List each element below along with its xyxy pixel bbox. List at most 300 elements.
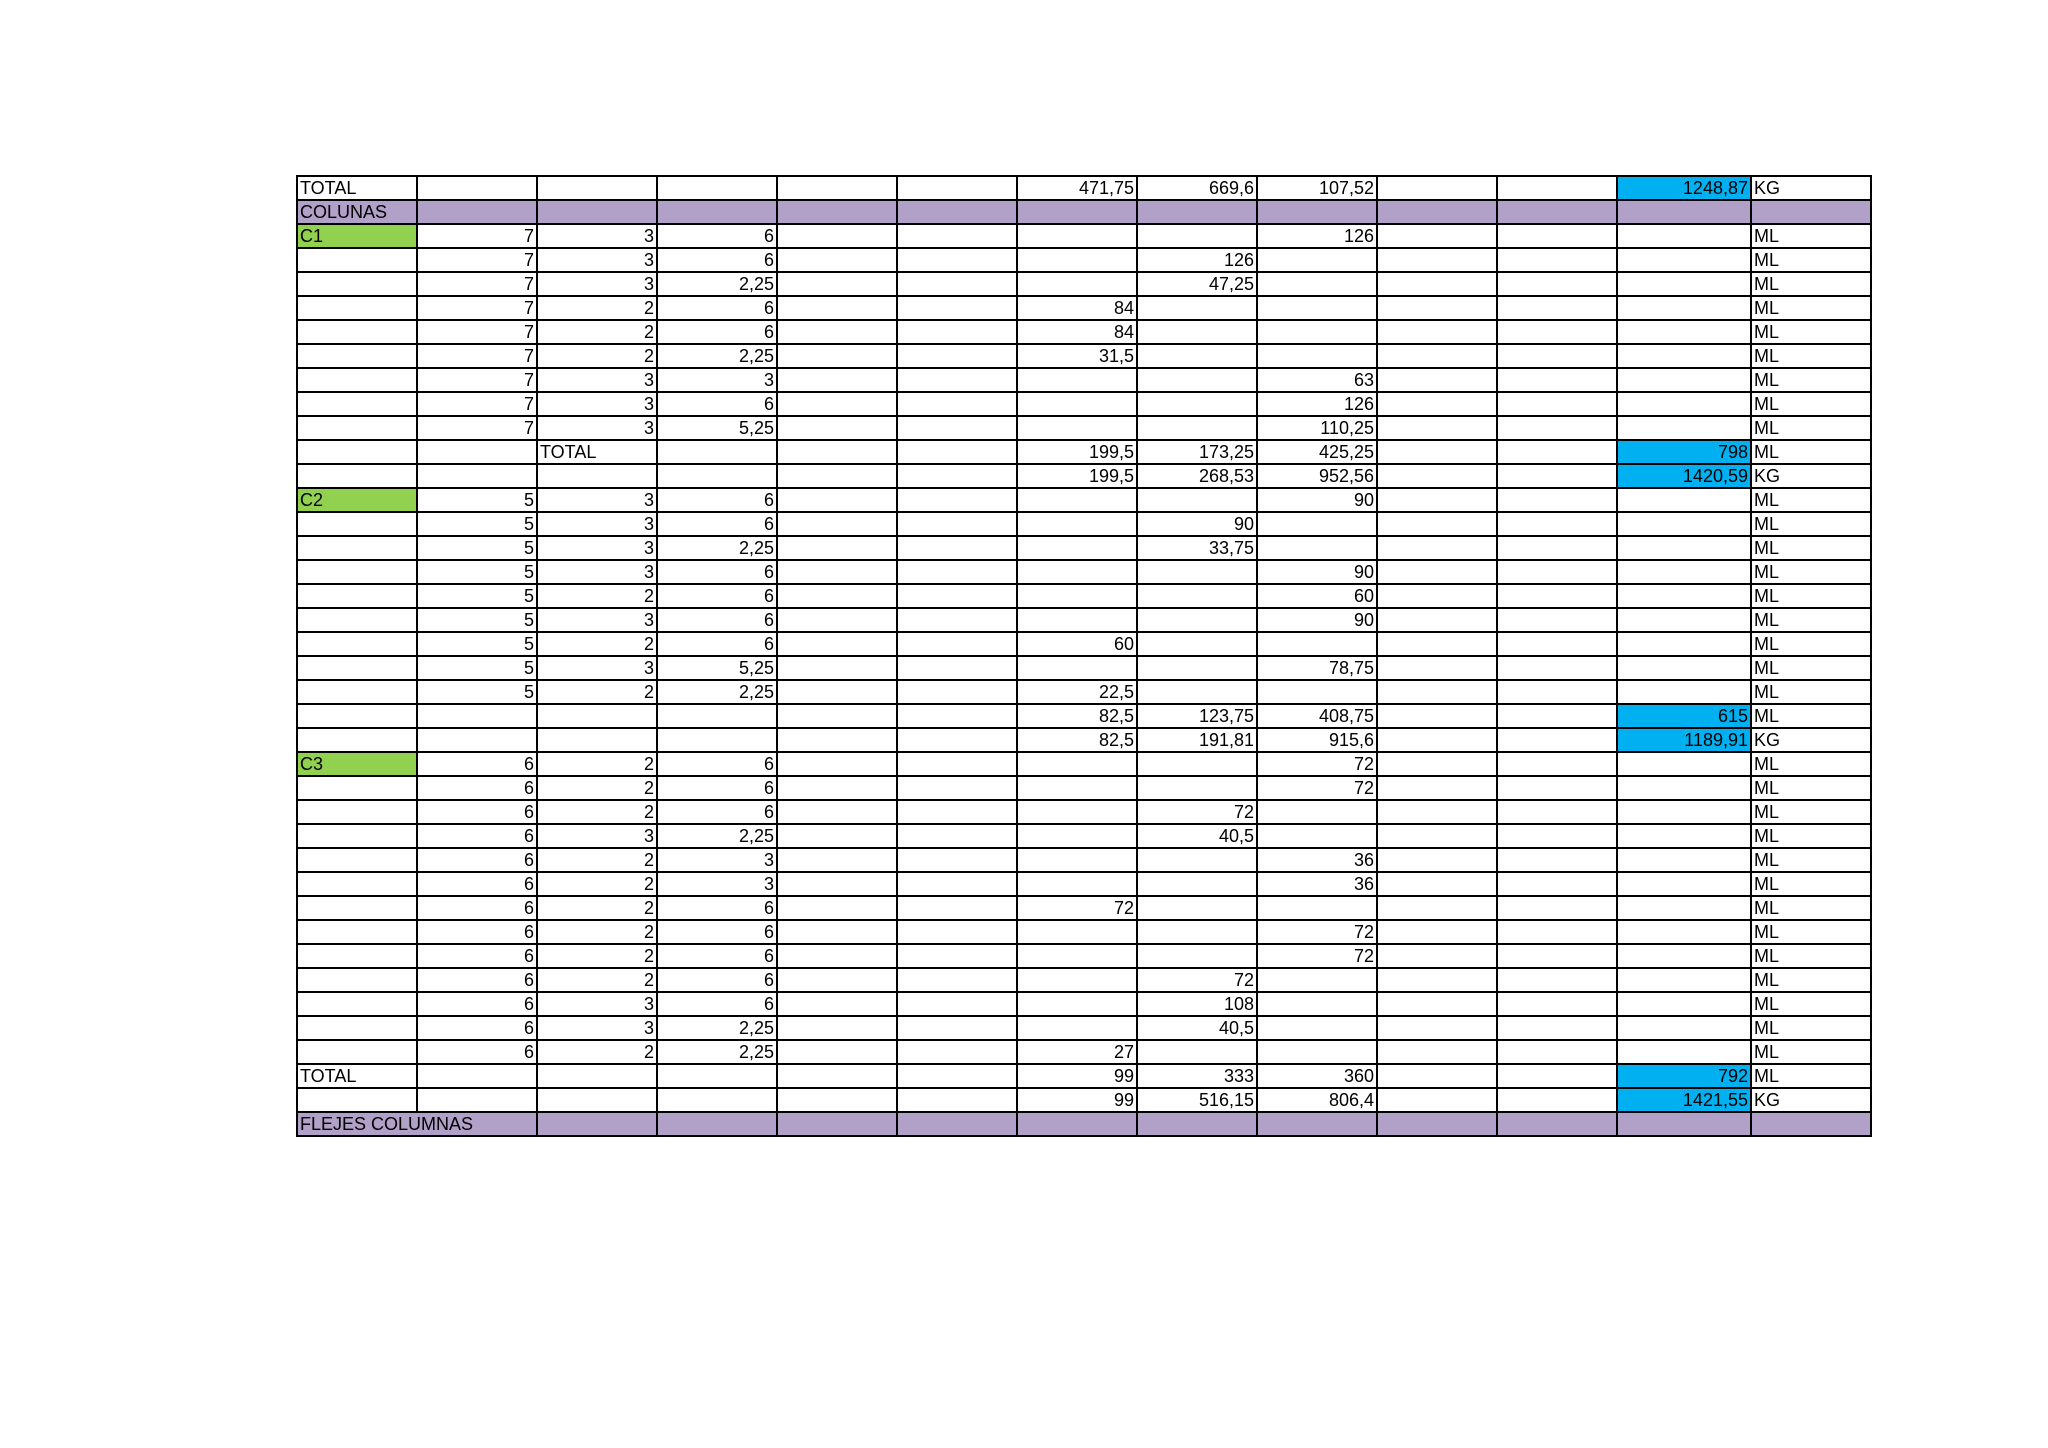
table-cell[interactable]: 3 [537,560,657,584]
table-cell[interactable] [897,1016,1017,1040]
table-cell[interactable] [897,776,1017,800]
table-cell[interactable] [1497,440,1617,464]
table-cell[interactable] [777,344,897,368]
table-cell[interactable] [1377,248,1497,272]
table-cell[interactable] [1497,680,1617,704]
table-cell[interactable] [777,560,897,584]
table-cell[interactable] [897,920,1017,944]
row-label-cell[interactable]: C1 [297,224,417,248]
table-cell[interactable]: 792 [1617,1064,1751,1088]
table-cell[interactable] [1257,344,1377,368]
table-cell[interactable] [1017,848,1137,872]
table-cell[interactable]: 90 [1257,488,1377,512]
table-cell[interactable] [537,728,657,752]
table-cell[interactable]: 6 [657,584,777,608]
table-cell[interactable]: 123,75 [1137,704,1257,728]
table-cell[interactable]: 3 [537,224,657,248]
table-cell[interactable]: 2 [537,296,657,320]
row-label-cell[interactable] [297,296,417,320]
table-cell[interactable]: 2 [537,896,657,920]
table-cell[interactable] [1497,848,1617,872]
table-cell[interactable] [1017,992,1137,1016]
row-label-cell[interactable] [297,944,417,968]
row-label-cell[interactable] [297,1016,417,1040]
table-cell[interactable]: 110,25 [1257,416,1377,440]
table-cell[interactable] [1497,752,1617,776]
table-cell[interactable] [1137,776,1257,800]
table-cell[interactable] [417,440,537,464]
row-label-cell[interactable] [297,992,417,1016]
table-cell[interactable] [1497,536,1617,560]
table-cell[interactable] [897,320,1017,344]
unit-cell[interactable]: ML [1751,848,1871,872]
table-cell[interactable] [1617,968,1751,992]
table-cell[interactable] [1377,1016,1497,1040]
table-cell[interactable] [1377,464,1497,488]
table-cell[interactable]: 7 [417,248,537,272]
table-cell[interactable]: 7 [417,416,537,440]
table-cell[interactable]: 2 [537,848,657,872]
unit-cell[interactable]: ML [1751,440,1871,464]
table-cell[interactable]: 90 [1257,560,1377,584]
table-cell[interactable] [1497,608,1617,632]
table-cell[interactable]: 33,75 [1137,536,1257,560]
table-cell[interactable]: 6 [657,296,777,320]
table-cell[interactable] [657,704,777,728]
table-cell[interactable] [1617,248,1751,272]
table-cell[interactable] [777,944,897,968]
table-cell[interactable]: 1189,91 [1617,728,1751,752]
table-cell[interactable]: 1421,55 [1617,1088,1751,1112]
table-cell[interactable] [1377,992,1497,1016]
table-cell[interactable] [1017,560,1137,584]
table-cell[interactable]: 126 [1137,248,1257,272]
table-cell[interactable] [417,1088,537,1112]
table-cell[interactable]: 36 [1257,872,1377,896]
table-cell[interactable] [777,488,897,512]
table-cell[interactable] [1017,800,1137,824]
table-cell[interactable]: 5 [417,680,537,704]
row-label-cell[interactable]: C2 [297,488,417,512]
table-cell[interactable] [1137,1040,1257,1064]
table-cell[interactable] [1257,824,1377,848]
unit-cell[interactable]: ML [1751,704,1871,728]
table-cell[interactable] [897,800,1017,824]
table-cell[interactable]: 425,25 [1257,440,1377,464]
table-cell[interactable] [1497,1112,1617,1136]
table-cell[interactable]: 333 [1137,1064,1257,1088]
unit-cell[interactable]: ML [1751,560,1871,584]
table-cell[interactable] [1257,296,1377,320]
table-cell[interactable]: 3 [537,608,657,632]
table-cell[interactable] [1137,752,1257,776]
table-cell[interactable]: 7 [417,296,537,320]
row-label-cell[interactable]: TOTAL [297,176,417,200]
table-cell[interactable] [1017,752,1137,776]
table-cell[interactable]: 72 [1257,944,1377,968]
table-cell[interactable]: 6 [417,776,537,800]
unit-cell[interactable]: ML [1751,800,1871,824]
table-cell[interactable] [1017,968,1137,992]
table-cell[interactable] [897,992,1017,1016]
table-cell[interactable]: 2,25 [657,272,777,296]
unit-cell[interactable]: ML [1751,920,1871,944]
table-cell[interactable] [1497,728,1617,752]
table-cell[interactable] [897,536,1017,560]
table-cell[interactable] [1617,992,1751,1016]
table-cell[interactable] [897,824,1017,848]
table-cell[interactable]: 126 [1257,224,1377,248]
table-cell[interactable]: 6 [417,824,537,848]
table-cell[interactable]: 60 [1017,632,1137,656]
table-cell[interactable] [897,704,1017,728]
table-cell[interactable]: 60 [1257,584,1377,608]
row-label-cell[interactable]: TOTAL [297,1064,417,1088]
table-cell[interactable]: 615 [1617,704,1751,728]
row-label-cell[interactable] [297,680,417,704]
table-cell[interactable] [1497,392,1617,416]
table-cell[interactable] [1497,296,1617,320]
table-cell[interactable] [777,656,897,680]
table-cell[interactable]: 173,25 [1137,440,1257,464]
table-cell[interactable]: 6 [417,944,537,968]
table-cell[interactable] [1617,584,1751,608]
table-cell[interactable] [777,968,897,992]
row-label-cell[interactable] [297,440,417,464]
table-cell[interactable] [777,1064,897,1088]
row-label-cell[interactable] [297,248,417,272]
row-label-cell[interactable] [297,824,417,848]
table-cell[interactable] [1377,584,1497,608]
table-cell[interactable]: 5 [417,536,537,560]
row-label-cell[interactable] [297,1088,417,1112]
table-cell[interactable] [897,896,1017,920]
table-cell[interactable]: 84 [1017,296,1137,320]
table-cell[interactable]: 7 [417,392,537,416]
unit-cell[interactable]: ML [1751,248,1871,272]
table-cell[interactable]: 2 [537,1040,657,1064]
table-cell[interactable] [1017,824,1137,848]
table-cell[interactable] [1497,800,1617,824]
table-cell[interactable] [897,440,1017,464]
table-cell[interactable]: 82,5 [1017,704,1137,728]
unit-cell[interactable]: ML [1751,824,1871,848]
table-cell[interactable] [657,1112,777,1136]
row-label-cell[interactable] [297,896,417,920]
table-cell[interactable] [897,1040,1017,1064]
table-cell[interactable]: 2 [537,632,657,656]
table-cell[interactable]: 2,25 [657,536,777,560]
table-cell[interactable] [1617,368,1751,392]
unit-cell[interactable]: ML [1751,680,1871,704]
table-cell[interactable]: 7 [417,368,537,392]
table-cell[interactable]: 82,5 [1017,728,1137,752]
table-cell[interactable]: 6 [657,920,777,944]
row-label-cell[interactable] [297,416,417,440]
table-cell[interactable] [897,1112,1017,1136]
row-label-cell[interactable] [297,776,417,800]
table-cell[interactable] [1257,1040,1377,1064]
table-cell[interactable] [1377,536,1497,560]
table-cell[interactable]: 6 [417,1040,537,1064]
table-cell[interactable] [1377,824,1497,848]
table-cell[interactable]: 915,6 [1257,728,1377,752]
unit-cell[interactable]: ML [1751,968,1871,992]
table-cell[interactable] [1137,320,1257,344]
table-cell[interactable] [1377,224,1497,248]
table-cell[interactable] [1137,608,1257,632]
unit-cell[interactable]: KG [1751,1088,1871,1112]
row-label-cell[interactable] [297,536,417,560]
row-label-cell[interactable] [297,560,417,584]
table-cell[interactable]: 5 [417,656,537,680]
table-cell[interactable]: 72 [1017,896,1137,920]
table-cell[interactable] [1377,920,1497,944]
table-cell[interactable] [1617,416,1751,440]
unit-cell[interactable]: ML [1751,320,1871,344]
table-cell[interactable]: 2,25 [657,1016,777,1040]
table-cell[interactable] [1137,632,1257,656]
unit-cell[interactable]: ML [1751,632,1871,656]
table-cell[interactable] [1257,968,1377,992]
table-cell[interactable] [1617,872,1751,896]
table-cell[interactable] [1137,872,1257,896]
table-cell[interactable] [1017,368,1137,392]
table-cell[interactable]: 199,5 [1017,440,1137,464]
table-cell[interactable]: 6 [417,1016,537,1040]
table-cell[interactable]: 2 [537,680,657,704]
unit-cell[interactable]: ML [1751,1064,1871,1088]
table-cell[interactable]: TOTAL [537,440,657,464]
table-cell[interactable] [1497,1088,1617,1112]
table-cell[interactable]: 6 [657,632,777,656]
table-cell[interactable] [1497,560,1617,584]
table-cell[interactable] [897,344,1017,368]
table-cell[interactable]: 27 [1017,1040,1137,1064]
table-cell[interactable]: 6 [657,752,777,776]
table-cell[interactable]: 1248,87 [1617,176,1751,200]
table-cell[interactable] [777,440,897,464]
table-cell[interactable]: 99 [1017,1088,1137,1112]
table-cell[interactable]: 108 [1137,992,1257,1016]
table-cell[interactable]: 47,25 [1137,272,1257,296]
table-cell[interactable] [897,560,1017,584]
table-cell[interactable] [1377,416,1497,440]
table-cell[interactable] [1497,272,1617,296]
table-cell[interactable]: 3 [537,368,657,392]
table-cell[interactable]: 22,5 [1017,680,1137,704]
table-cell[interactable] [1377,560,1497,584]
table-cell[interactable] [897,464,1017,488]
table-cell[interactable]: 36 [1257,848,1377,872]
table-cell[interactable] [417,464,537,488]
unit-cell[interactable]: ML [1751,392,1871,416]
table-cell[interactable] [417,1064,537,1088]
unit-cell[interactable]: ML [1751,1016,1871,1040]
table-cell[interactable]: 6 [657,992,777,1016]
row-label-cell[interactable]: FLEJES COLUMNAS [297,1112,537,1136]
row-label-cell[interactable] [297,704,417,728]
table-cell[interactable] [1617,752,1751,776]
table-cell[interactable] [897,752,1017,776]
table-cell[interactable]: 3 [657,368,777,392]
table-cell[interactable] [897,656,1017,680]
unit-cell[interactable]: ML [1751,872,1871,896]
table-cell[interactable]: 2 [537,584,657,608]
table-cell[interactable] [1257,200,1377,224]
table-cell[interactable] [1377,488,1497,512]
table-cell[interactable]: 6 [417,896,537,920]
table-cell[interactable]: 6 [657,392,777,416]
table-cell[interactable]: 6 [417,920,537,944]
unit-cell[interactable]: ML [1751,536,1871,560]
table-cell[interactable] [1017,392,1137,416]
table-cell[interactable] [1497,704,1617,728]
row-label-cell[interactable] [297,920,417,944]
table-cell[interactable] [777,1112,897,1136]
table-cell[interactable] [1497,416,1617,440]
table-cell[interactable] [1617,224,1751,248]
unit-cell[interactable]: ML [1751,416,1871,440]
unit-cell[interactable]: KG [1751,176,1871,200]
table-cell[interactable]: 2 [537,920,657,944]
table-cell[interactable] [1497,1016,1617,1040]
table-cell[interactable] [1497,920,1617,944]
table-cell[interactable] [1497,488,1617,512]
row-label-cell[interactable] [297,968,417,992]
table-cell[interactable] [897,848,1017,872]
table-cell[interactable] [1257,1112,1377,1136]
table-cell[interactable] [1497,368,1617,392]
table-cell[interactable]: 6 [417,752,537,776]
table-cell[interactable]: 3 [657,872,777,896]
table-cell[interactable] [1377,512,1497,536]
table-cell[interactable] [1617,1040,1751,1064]
table-cell[interactable] [897,680,1017,704]
table-cell[interactable] [1617,200,1751,224]
unit-cell[interactable]: ML [1751,992,1871,1016]
table-cell[interactable] [777,368,897,392]
row-label-cell[interactable] [297,632,417,656]
table-cell[interactable]: 6 [657,560,777,584]
table-cell[interactable]: 72 [1257,776,1377,800]
table-cell[interactable] [1257,272,1377,296]
table-cell[interactable] [897,224,1017,248]
table-cell[interactable]: 6 [657,320,777,344]
row-label-cell[interactable] [297,368,417,392]
table-cell[interactable] [1377,656,1497,680]
table-cell[interactable] [1017,608,1137,632]
table-cell[interactable] [1017,656,1137,680]
table-cell[interactable] [1257,800,1377,824]
table-cell[interactable] [417,176,537,200]
table-cell[interactable] [1377,752,1497,776]
table-cell[interactable] [1017,776,1137,800]
table-cell[interactable] [1617,824,1751,848]
table-cell[interactable] [1497,968,1617,992]
table-cell[interactable] [777,392,897,416]
table-cell[interactable]: 99 [1017,1064,1137,1088]
table-cell[interactable]: 72 [1257,920,1377,944]
table-cell[interactable]: 3 [537,392,657,416]
table-cell[interactable] [1377,944,1497,968]
table-cell[interactable] [777,584,897,608]
table-cell[interactable] [1017,200,1137,224]
table-cell[interactable] [777,512,897,536]
table-cell[interactable] [1137,344,1257,368]
row-label-cell[interactable] [297,512,417,536]
table-cell[interactable]: 5 [417,584,537,608]
table-cell[interactable]: 6 [417,992,537,1016]
table-cell[interactable] [1497,632,1617,656]
table-cell[interactable] [657,728,777,752]
table-cell[interactable]: 3 [537,1016,657,1040]
table-cell[interactable]: 471,75 [1017,176,1137,200]
unit-cell[interactable]: ML [1751,584,1871,608]
table-cell[interactable]: 669,6 [1137,176,1257,200]
table-cell[interactable] [897,200,1017,224]
table-cell[interactable]: 6 [657,248,777,272]
table-cell[interactable] [657,440,777,464]
table-cell[interactable]: 3 [537,536,657,560]
table-cell[interactable] [897,968,1017,992]
table-cell[interactable] [777,1016,897,1040]
unit-cell[interactable]: ML [1751,896,1871,920]
table-cell[interactable] [777,848,897,872]
table-cell[interactable] [1617,392,1751,416]
table-cell[interactable] [777,320,897,344]
table-cell[interactable] [777,920,897,944]
table-cell[interactable] [1137,560,1257,584]
table-cell[interactable] [777,632,897,656]
table-cell[interactable]: 3 [537,416,657,440]
table-cell[interactable] [1137,416,1257,440]
table-cell[interactable] [897,728,1017,752]
table-cell[interactable]: 6 [657,512,777,536]
unit-cell[interactable]: ML [1751,776,1871,800]
table-cell[interactable] [897,608,1017,632]
table-cell[interactable]: 268,53 [1137,464,1257,488]
row-label-cell[interactable] [297,584,417,608]
table-cell[interactable] [1017,488,1137,512]
table-cell[interactable]: 2,25 [657,680,777,704]
table-cell[interactable]: 798 [1617,440,1751,464]
table-cell[interactable]: 2 [537,944,657,968]
table-cell[interactable] [1017,248,1137,272]
unit-cell[interactable]: ML [1751,1040,1871,1064]
table-cell[interactable] [1617,656,1751,680]
row-label-cell[interactable] [297,392,417,416]
table-cell[interactable] [777,464,897,488]
table-cell[interactable]: 72 [1257,752,1377,776]
table-cell[interactable] [1137,488,1257,512]
table-cell[interactable] [1257,248,1377,272]
table-cell[interactable]: 5 [417,608,537,632]
table-cell[interactable] [1017,944,1137,968]
table-cell[interactable] [1377,1088,1497,1112]
table-cell[interactable] [1377,320,1497,344]
table-cell[interactable] [897,272,1017,296]
table-cell[interactable] [1137,920,1257,944]
table-cell[interactable]: 6 [657,800,777,824]
table-cell[interactable] [1257,992,1377,1016]
table-cell[interactable]: 6 [417,872,537,896]
table-cell[interactable] [657,176,777,200]
table-cell[interactable] [1497,344,1617,368]
table-cell[interactable]: 6 [657,224,777,248]
table-cell[interactable] [1617,536,1751,560]
unit-cell[interactable]: ML [1751,488,1871,512]
